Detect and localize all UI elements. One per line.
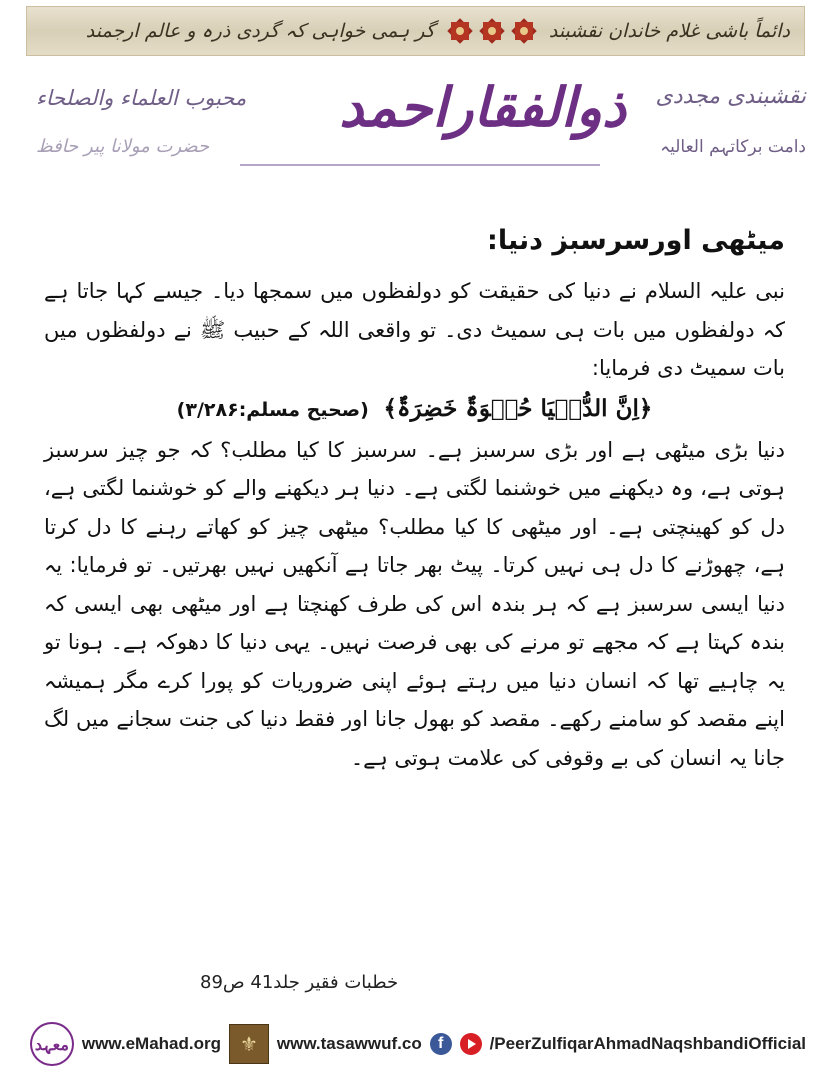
flower-ornament-icon: [481, 20, 503, 42]
article-body: دنیا بڑی میٹھی ہے اور بڑی سرسبز ہے۔ سرسبز کا کیا مطلب؟ کہ جو چیز سرسبز ہوتی ہے، وہ دیکھنے میں خوشنما لگتی ہے۔ دنیا ہر دیکھنے والے کو خوشنما لگتی ہے، دل کو کھینچتی ہے۔ اور میٹھی کا کیا مطلب؟ میٹھی چیز کو کھاتے رہنے کا دل کرتا ہے، چھوڑنے کا دل ہی نہیں کرتا۔ پیٹ بھر جاتا ہے آنکھیں نہیں بھرتیں۔ تو فرمایا: یہ دنیا ایسی سرسبز ہے کہ ہر بندہ اس کی طرف کھنچتا ہے اور میٹھی بھی ایسی کہ بندہ کہتا ہے کہ مجھے تو مرنے کی بھی فرصت نہیں۔ یہی دنیا کا دھوکہ ہے۔ ہونا تو یہ چاہیے تھا کہ انسان دنیا میں رہتے ہوئے اپنی ضروریات کو پورا کرے مگر ہمیشہ اپنے مقصد کو سامنے رکھے۔ مقصد کو بھول جانا اور فقط دنیا کی جنت سجانے میں لگ جانا یہ انسان کی بے وقوفی کی علامت ہوتی ہے۔: [44, 437, 785, 770]
title-prefix: حضرت مولانا پیر حافظ: [36, 136, 210, 157]
title-order: نقشبندی مجددی: [655, 84, 806, 109]
title-divider: [240, 164, 600, 166]
tasawwuf-link[interactable]: www.tasawwuf.co: [276, 1034, 422, 1053]
facebook-icon[interactable]: f: [430, 1033, 452, 1055]
social-handle-link[interactable]: /PeerZulfiqarAhmadNaqshbandiOfficial: [489, 1034, 807, 1053]
article: [44, 222, 785, 777]
title-block: [30, 75, 806, 174]
youtube-icon[interactable]: [460, 1033, 482, 1055]
title-epithet: محبوب العلماء والصلحاء: [36, 86, 247, 110]
emahad-link[interactable]: www.eMahad.org: [81, 1034, 222, 1053]
banner-ornaments: [449, 20, 535, 42]
top-banner: [26, 6, 805, 56]
flower-ornament-icon: [449, 20, 471, 42]
flower-ornament-icon: [513, 20, 535, 42]
banner-right-text: دائماً باشی غلام خاندان نقشبند: [548, 20, 790, 42]
banner-left-text: گر ہمی خواہی کہ گردی ذرہ و عالم ارجمند: [85, 20, 435, 42]
hadith-text: ﴿اِنَّ الدُّنۡیَا حُلۡوَۃٌ خَضِرَۃٌ﴾: [383, 394, 653, 422]
source-citation: خطبات فقیر جلد41 ص89: [200, 972, 399, 993]
title-name: ذوالفقاراحمد: [339, 75, 626, 139]
footer: [30, 1016, 806, 1072]
tasawwuf-logo-icon: ⚜: [229, 1024, 269, 1064]
hadith-line: [44, 390, 785, 429]
article-intro: نبی علیہ السلام نے دنیا کی حقیقت کو دولفظوں میں سمجھا دیا۔ جیسے کہا جاتا ہے کہ دولفظوں میں بات ہی سمیٹ دی۔ تو واقعی اللہ کے حبیب ﷺ نے دولفظوں میں بات سمیٹ دی فرمایا:: [44, 279, 785, 380]
hadith-reference: (صحیح مسلم:۳/۲۸۶): [176, 398, 369, 421]
title-dua: دامت برکاتہم العالیہ: [660, 137, 806, 157]
emahad-logo-icon: معہد: [30, 1022, 74, 1066]
article-heading: میٹھی اورسرسبز دنیا:: [487, 225, 785, 256]
